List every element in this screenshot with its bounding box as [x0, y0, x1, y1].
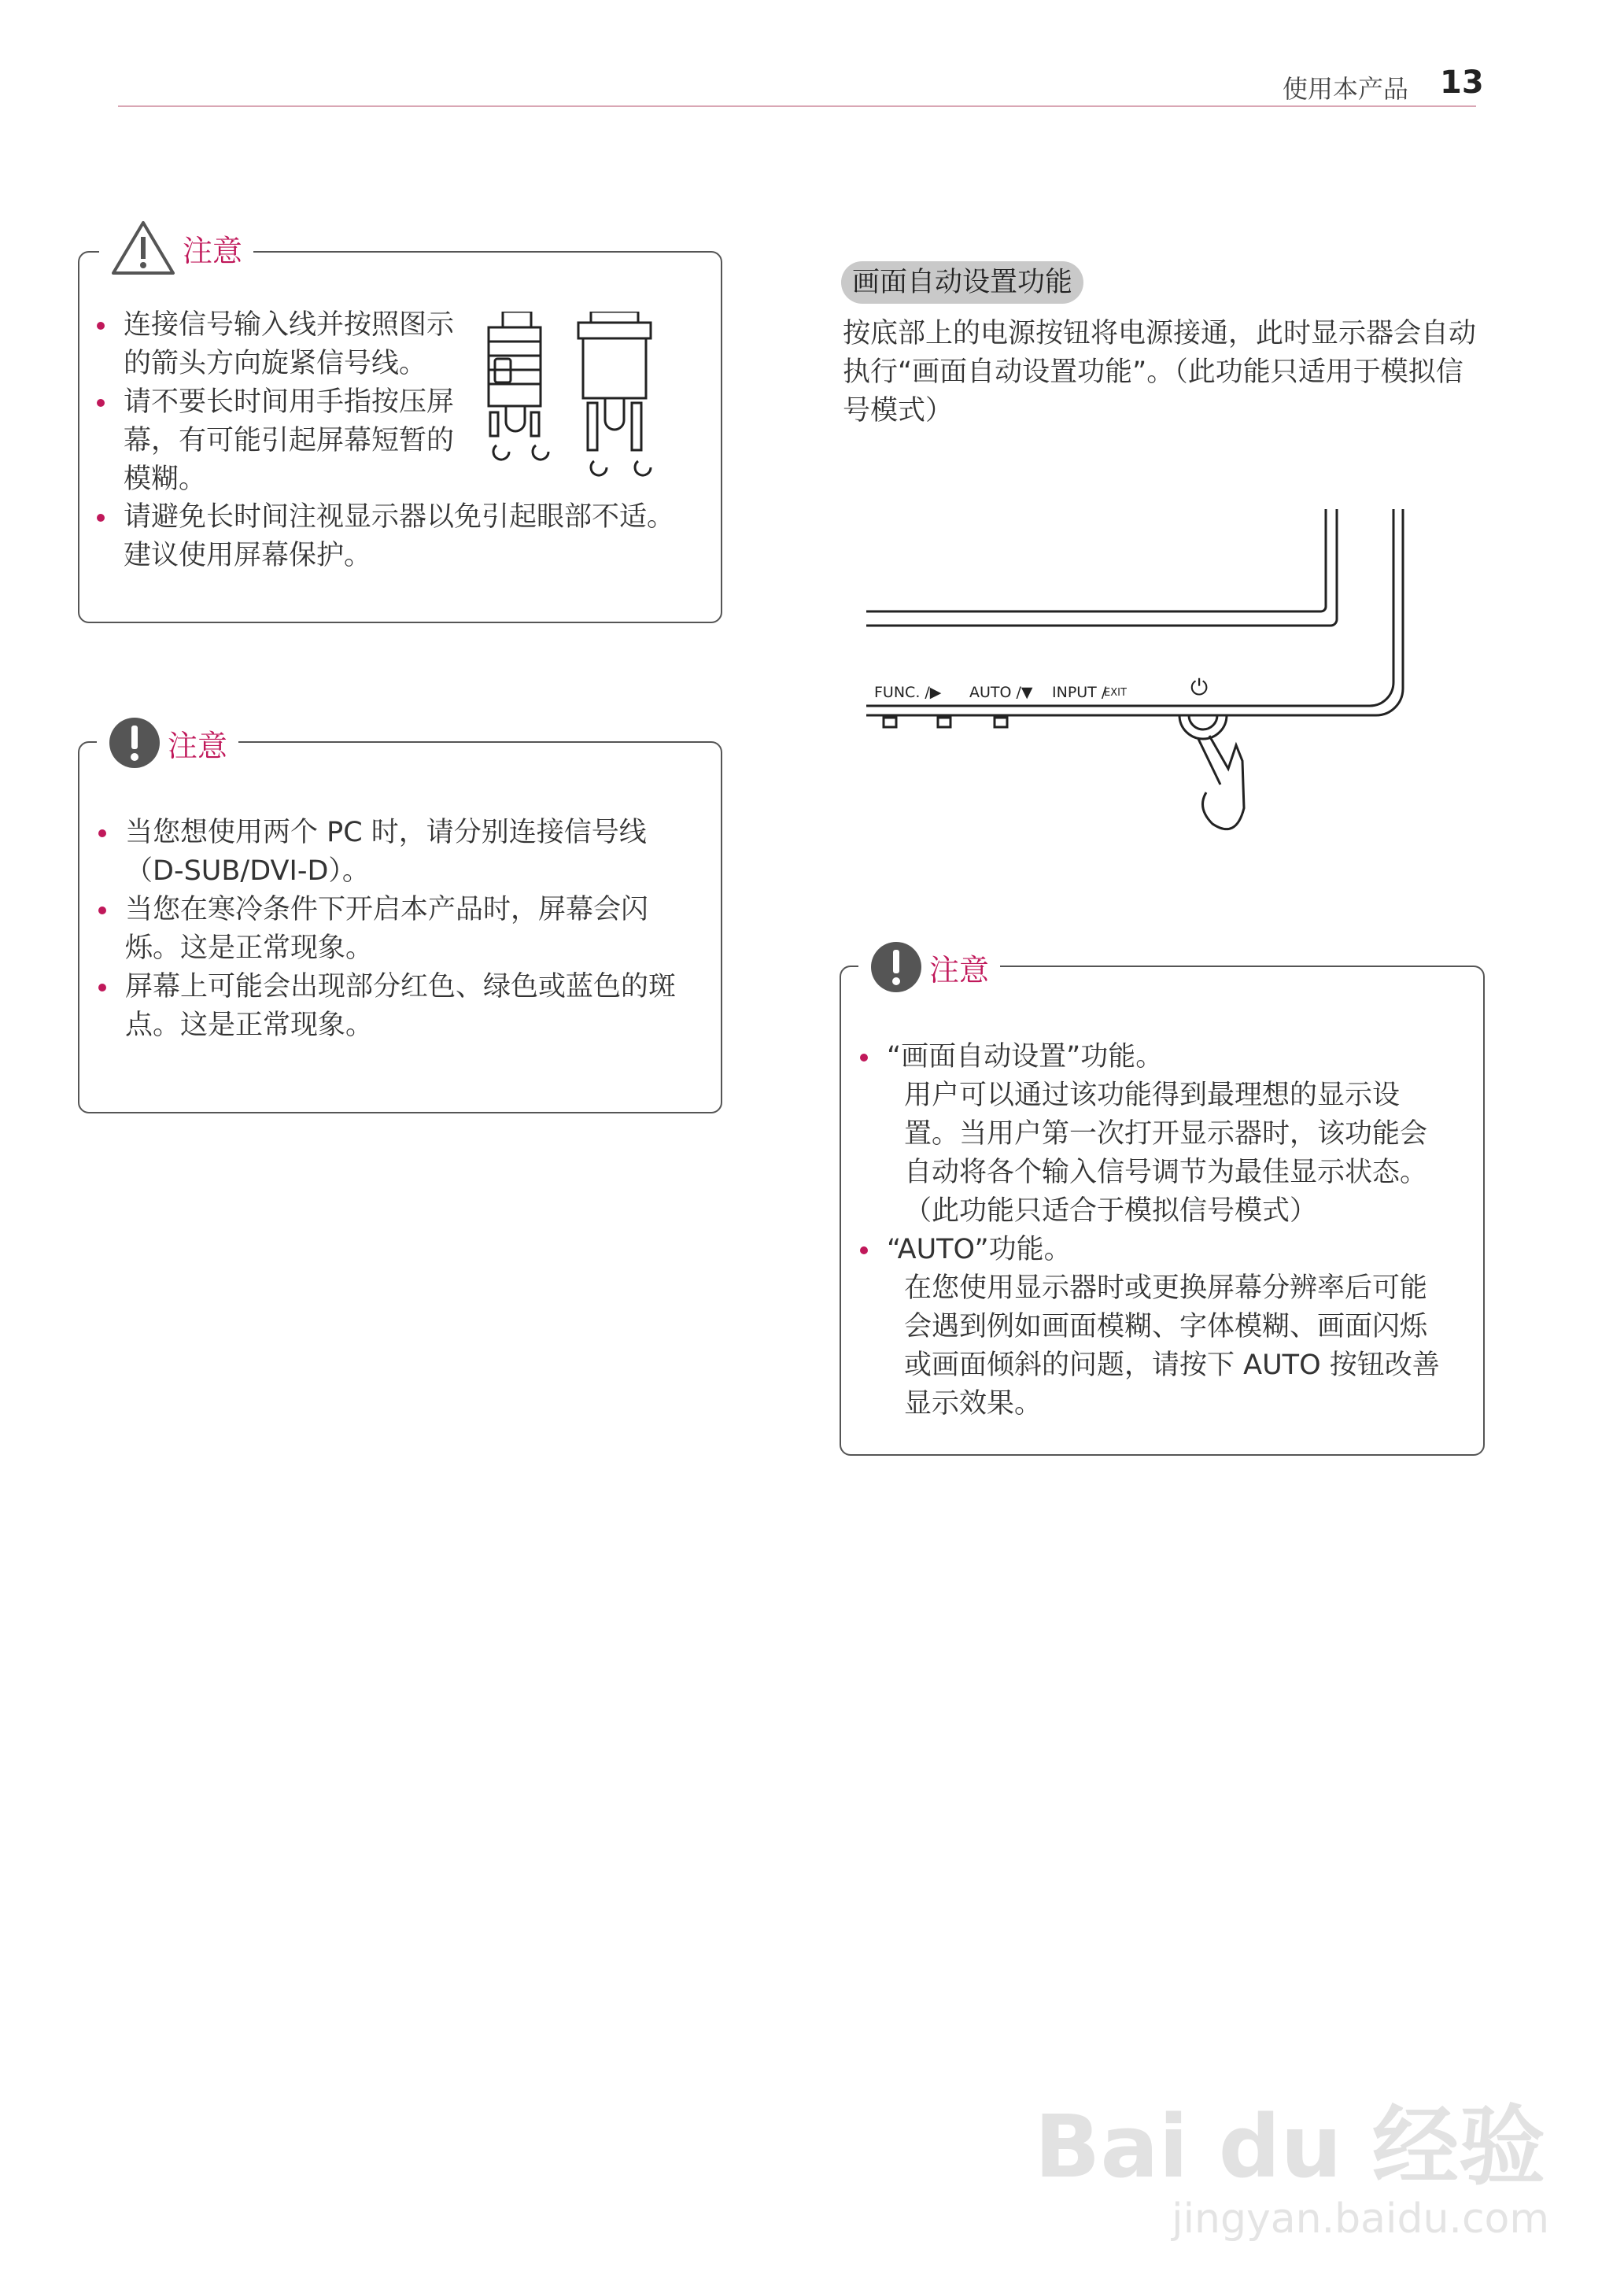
list-item	[860, 1038, 1442, 1231]
baidu-watermark-url: jingyan.baidu.com	[1172, 2195, 1549, 2243]
monitor-illustration	[866, 509, 1417, 832]
note-list-right	[860, 1038, 1442, 1423]
list-item: 当您想使用两个 PC 时，请分别连接信号线（D-SUB/DVI-D）。	[98, 814, 696, 891]
warning-triangle-icon	[110, 220, 176, 276]
power-icon: ⏻	[1190, 674, 1209, 700]
list-item: 连接信号输入线并按照图示的箭头方向旋紧信号线。	[97, 306, 467, 383]
monitor-bezel	[866, 509, 1417, 832]
note-box-right	[840, 952, 1485, 1456]
item-title: “AUTO”功能。	[887, 1234, 1072, 1265]
note-list	[98, 814, 696, 1045]
page-number: 13	[1440, 65, 1484, 101]
caution-list-2	[97, 498, 695, 575]
caution-title-text: 注意	[183, 233, 243, 268]
list-item: 请避免长时间注视显示器以免引起眼部不适。建议使用屏幕保护。	[97, 498, 695, 575]
func-button-label: FUNC. /▶	[874, 684, 942, 701]
note-title-text: 注意	[168, 728, 228, 763]
section-heading: 画面自动设置功能	[841, 261, 1083, 304]
caution-title	[99, 220, 253, 276]
section-title: 使用本产品	[1283, 74, 1409, 104]
list-item	[860, 1231, 1442, 1423]
baidu-watermark-logo: Bai du 经验	[1034, 2096, 1545, 2197]
connector-illustration	[481, 312, 717, 485]
input-button-label: INPUT /	[1052, 684, 1107, 701]
note-title	[97, 716, 238, 770]
exclamation-icon	[108, 716, 161, 770]
note-title-text: 注意	[929, 952, 990, 988]
caution-box	[78, 233, 722, 623]
auto-setup-paragraph: 按底部上的电源按钮将电源接通，此时显示器会自动执行“画面自动设置功能”。（此功能只适用于模拟信号模式）	[843, 318, 1477, 426]
header-rule	[118, 105, 1476, 107]
exit-label: EXIT	[1104, 687, 1127, 699]
list-item: 当您在寒冷条件下开启本产品时，屏幕会闪烁。这是正常现象。	[98, 891, 696, 968]
exclamation-icon	[869, 940, 923, 994]
item-title: “画面自动设置”功能。	[887, 1041, 1164, 1073]
note-title-right	[858, 940, 1000, 994]
list-item: 屏幕上可能会出现部分红色、绿色或蓝色的斑点。这是正常现象。	[98, 968, 696, 1045]
item-body: 用户可以通过该功能得到最理想的显示设置。当用户第一次打开显示器时，该功能会自动将各个输入信号调节为最佳显示状态。（此功能只适合于模拟信号模式）	[904, 1080, 1428, 1227]
caution-list	[97, 306, 467, 499]
auto-button-label: AUTO /▼	[969, 684, 1033, 701]
note-box-left	[78, 728, 722, 1113]
item-body: 在您使用显示器时或更换屏幕分辨率后可能会遇到例如画面模糊、字体模糊、画面闪烁或画面倾斜的问题，请按下 AUTO 按钮改善显示效果。	[904, 1272, 1440, 1420]
list-item: 请不要长时间用手指按压屏幕，有可能引起屏幕短暂的模糊。	[97, 383, 467, 499]
